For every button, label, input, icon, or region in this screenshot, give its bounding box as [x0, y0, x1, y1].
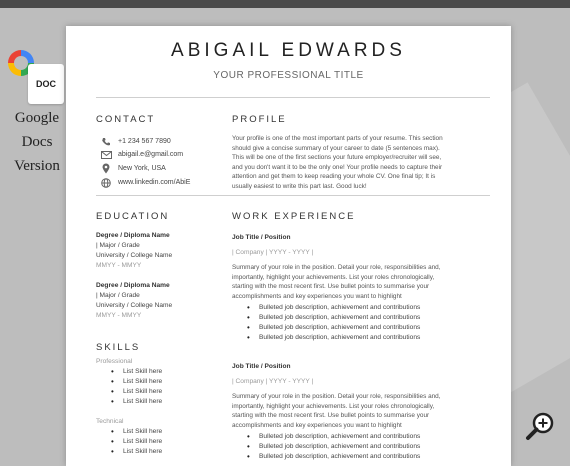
globe-icon: [100, 178, 112, 188]
skill-item: • List Skill here: [123, 378, 162, 385]
skill-item: • List Skill here: [123, 448, 162, 455]
badge-caption: [6, 106, 68, 178]
zoom-in-icon[interactable]: [524, 410, 556, 442]
job-summary-line: importantly, highlight your achievements. List your roles chronologically,: [232, 273, 435, 281]
job-title: Job Title / Position: [232, 234, 291, 241]
skill-item: • List Skill here: [123, 368, 162, 375]
location-pin-icon: [100, 164, 112, 174]
job-summary-line: accomplishments and key experiences you want to highlight: [232, 421, 402, 429]
job-bullet: • Bulleted job description, achievement and contributions: [259, 334, 420, 341]
google-docs-badge: [6, 46, 64, 176]
profile-line: usually easiest to write this part last. Good luck!: [232, 182, 367, 190]
job-bullet: • Bulleted job description, achievement and contributions: [259, 443, 420, 450]
job-summary: [232, 263, 490, 301]
education-major: | Major / Grade: [96, 242, 140, 249]
profile-line: This will be one of the first sections your future employer/recruiter will see,: [232, 154, 442, 162]
profile-text: [232, 134, 487, 192]
contact-linkedin: [100, 176, 190, 189]
divider: [96, 97, 490, 98]
job-summary-line: starting with the most recent first. Use bullet points to summarise your: [232, 283, 430, 291]
skills-group-name: Professional: [96, 358, 133, 365]
job-summary-line: starting with the most recent first. Use bullet points to summarise your: [232, 412, 430, 420]
profile-line: Your profile is one of the most important parts of your resume. This section: [232, 135, 443, 142]
education-degree: Degree / Diploma Name: [96, 232, 170, 239]
education-dates: MMYY - MMYY: [96, 312, 142, 319]
profile-line: and you don't want it to be the only one! Your profile needs to capture their: [232, 163, 443, 171]
education-degree: Degree / Diploma Name: [96, 282, 170, 289]
phone-icon: [100, 137, 112, 147]
profile-heading: PROFILE: [232, 114, 287, 125]
job-title: Job Title / Position: [232, 363, 291, 370]
job-bullet: • Bulleted job description, achievement and contributions: [259, 453, 420, 460]
job-summary: [232, 392, 490, 430]
education-school: University / College Name: [96, 302, 173, 309]
top-band: [0, 0, 570, 8]
badge-line: Version: [14, 158, 60, 174]
divider: [96, 195, 490, 196]
contact-email: [100, 148, 183, 161]
job-summary-line: importantly, highlight your achievements. List your roles chronologically,: [232, 402, 435, 410]
resume-title: YOUR PROFESSIONAL TITLE: [213, 70, 364, 81]
envelope-icon: [100, 150, 112, 160]
skill-item: • List Skill here: [123, 398, 162, 405]
contact-email-text[interactable]: abigail.e@gmail.com: [118, 151, 184, 158]
skill-item: • List Skill here: [123, 428, 162, 435]
badge-line: Docs: [21, 134, 53, 150]
job-bullet: • Bulleted job description, achievement and contributions: [259, 324, 420, 331]
job-bullet: • Bulleted job description, achievement and contributions: [259, 304, 420, 311]
education-major: | Major / Grade: [96, 292, 140, 299]
education-heading: EDUCATION: [96, 211, 170, 222]
education-school: University / College Name: [96, 252, 173, 259]
job-summary-line: accomplishments and key experiences you want to highlight: [232, 292, 402, 300]
job-summary-line: Summary of your role in the position. Detail your role, responsibilities and,: [232, 264, 441, 271]
job-meta: | Company | YYYY - YYYY |: [232, 249, 314, 256]
contact-location: [100, 162, 166, 175]
contact-location-text: New York, USA: [118, 165, 166, 172]
work-heading: WORK EXPERIENCE: [232, 211, 356, 222]
doc-file-icon: DOC: [28, 64, 64, 104]
contact-linkedin-text[interactable]: www.linkedin.com/AbiE: [118, 179, 191, 186]
skill-item: • List Skill here: [123, 388, 162, 395]
profile-line: should give a concise summary of your career to date (5 sentences max).: [232, 144, 440, 152]
resume-name: ABIGAIL EDWARDS: [171, 40, 406, 61]
contact-phone: [100, 135, 171, 148]
skills-group-name: Technical: [96, 418, 124, 425]
profile-line: attention and get them to keep reading your whole CV. One final tip; It is: [232, 173, 436, 181]
badge-line: Google: [14, 110, 60, 126]
contact-phone-text: +1 234 567 7890: [118, 138, 171, 145]
job-bullet: • Bulleted job description, achievement and contributions: [259, 433, 420, 440]
resume-page: [66, 26, 511, 466]
contact-heading: CONTACT: [96, 114, 156, 125]
job-summary-line: Summary of your role in the position. Detail your role, responsibilities and,: [232, 393, 441, 400]
skill-item: • List Skill here: [123, 438, 162, 445]
job-meta: | Company | YYYY - YYYY |: [232, 378, 314, 385]
skills-heading: SKILLS: [96, 342, 141, 353]
education-dates: MMYY - MMYY: [96, 262, 142, 269]
job-bullet: • Bulleted job description, achievement and contributions: [259, 314, 420, 321]
